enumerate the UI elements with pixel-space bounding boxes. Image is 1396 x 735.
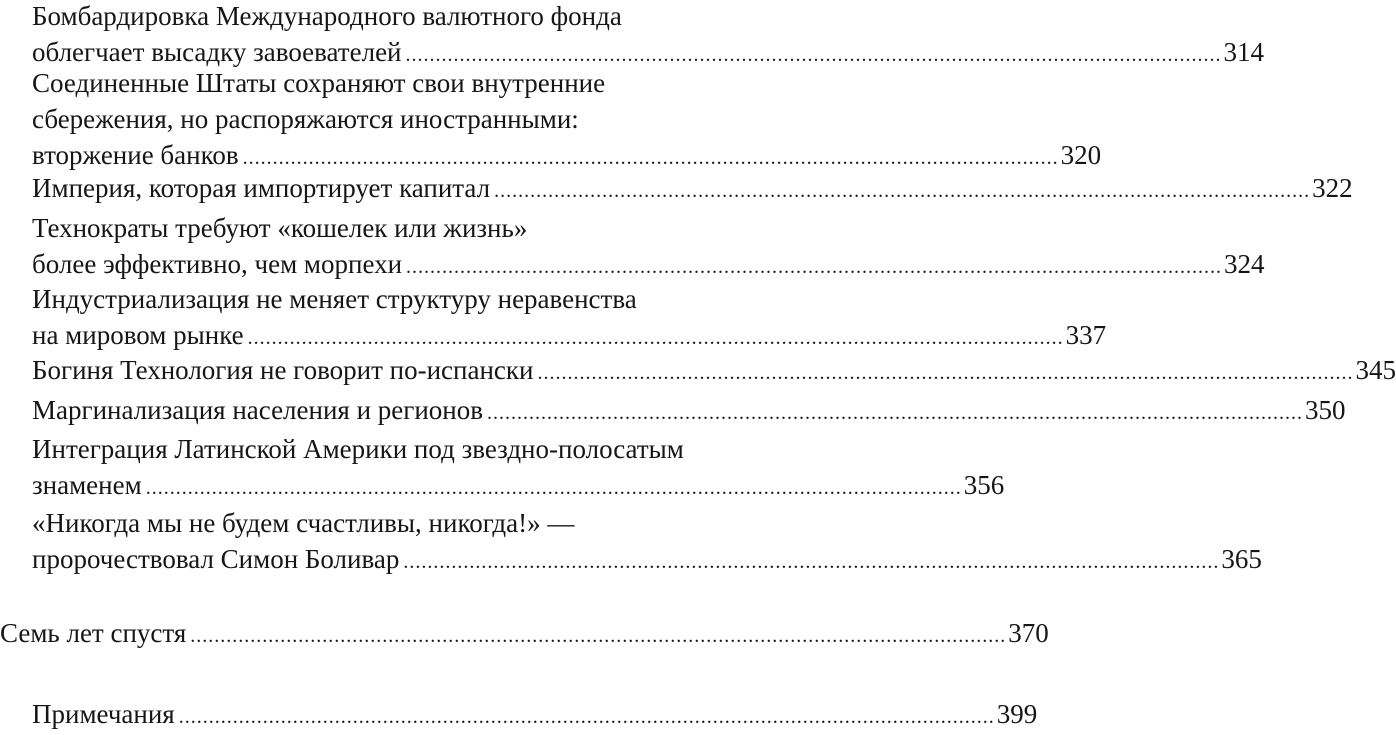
toc-entry[interactable] (32, 281, 1107, 353)
entry-title-line: Маргинализация населения и регионов (32, 395, 483, 425)
toc-entry[interactable] (32, 392, 1346, 428)
entry-title-line: знаменем (32, 470, 142, 500)
entry-title-line: Бомбардировка Международного валютного фонда (32, 1, 622, 31)
page-number: 370 (1008, 618, 1049, 648)
entry-title-line: Примечания (32, 699, 175, 729)
dot-leader: ........................................................................................................................................ (242, 147, 1059, 169)
page-number: 350 (1304, 395, 1346, 425)
toc-entry-top-level[interactable] (0, 615, 1049, 651)
toc-entry[interactable] (32, 170, 1353, 206)
page-number: 314 (1223, 37, 1264, 67)
toc-entry[interactable] (32, 431, 1005, 503)
dot-leader: ........................................................................................................................................ (247, 327, 1064, 349)
toc-entry[interactable] (32, 0, 1264, 70)
toc-entry[interactable] (32, 505, 1262, 577)
dot-leader: ........................................................................................................................................ (494, 180, 1311, 202)
entry-title-line: Технократы требуют «кошелек или жизнь» (32, 213, 528, 243)
entry-title-line: более эффективно, чем морпехи (32, 249, 403, 279)
dot-leader: ........................................................................................................................................ (178, 706, 995, 728)
page-number: 324 (1224, 249, 1265, 279)
page-number: 320 (1060, 140, 1102, 170)
page-number: 399 (996, 699, 1038, 729)
entry-title-line: облегчает высадку завоевателей (32, 37, 402, 67)
entry-title-line: вторжение банков (32, 140, 239, 170)
toc-entry[interactable] (32, 210, 1265, 282)
dot-leader: ........................................................................................................................................ (145, 477, 962, 499)
entry-title-line: Богиня Технология не говорит по-испански (32, 355, 534, 385)
toc-entry[interactable] (32, 696, 1038, 732)
page-number: 365 (1221, 544, 1262, 574)
page-number: 337 (1065, 320, 1107, 350)
dot-leader: ........................................................................................................................................ (190, 625, 1007, 647)
entry-title-line: пророчествовал Симон Боливар (32, 544, 400, 574)
dot-leader: ........................................................................................................................................ (537, 362, 1354, 384)
dot-leader: ........................................................................................................................................ (405, 44, 1222, 66)
dot-leader: ........................................................................................................................................ (403, 551, 1220, 573)
toc-entry[interactable] (32, 65, 1102, 173)
dot-leader: ........................................................................................................................................ (486, 402, 1303, 424)
entry-title-line: Интеграция Латинской Америки под звездно-полосатым (32, 434, 684, 464)
entry-title-line: Соединенные Штаты сохраняют свои внутренние (32, 68, 606, 98)
page-number: 356 (963, 470, 1005, 500)
page-number: 345 (1355, 355, 1396, 385)
entry-title-line: Империя, которая импортирует капитал (32, 173, 491, 203)
toc-entry[interactable] (32, 352, 1396, 388)
entry-title-line: Семь лет спустя (0, 618, 187, 648)
dot-leader: ........................................................................................................................................ (406, 256, 1223, 278)
entry-title-line: сбережения, но распоряжаются иностранными: (32, 104, 579, 134)
page-number: 322 (1312, 173, 1353, 203)
entry-title-line: Индустриализация не меняет структуру неравенства (32, 284, 637, 314)
entry-title-line: «Никогда мы не будем счастливы, никогда!» — (32, 508, 575, 538)
entry-title-line: на мировом рынке (32, 320, 244, 350)
